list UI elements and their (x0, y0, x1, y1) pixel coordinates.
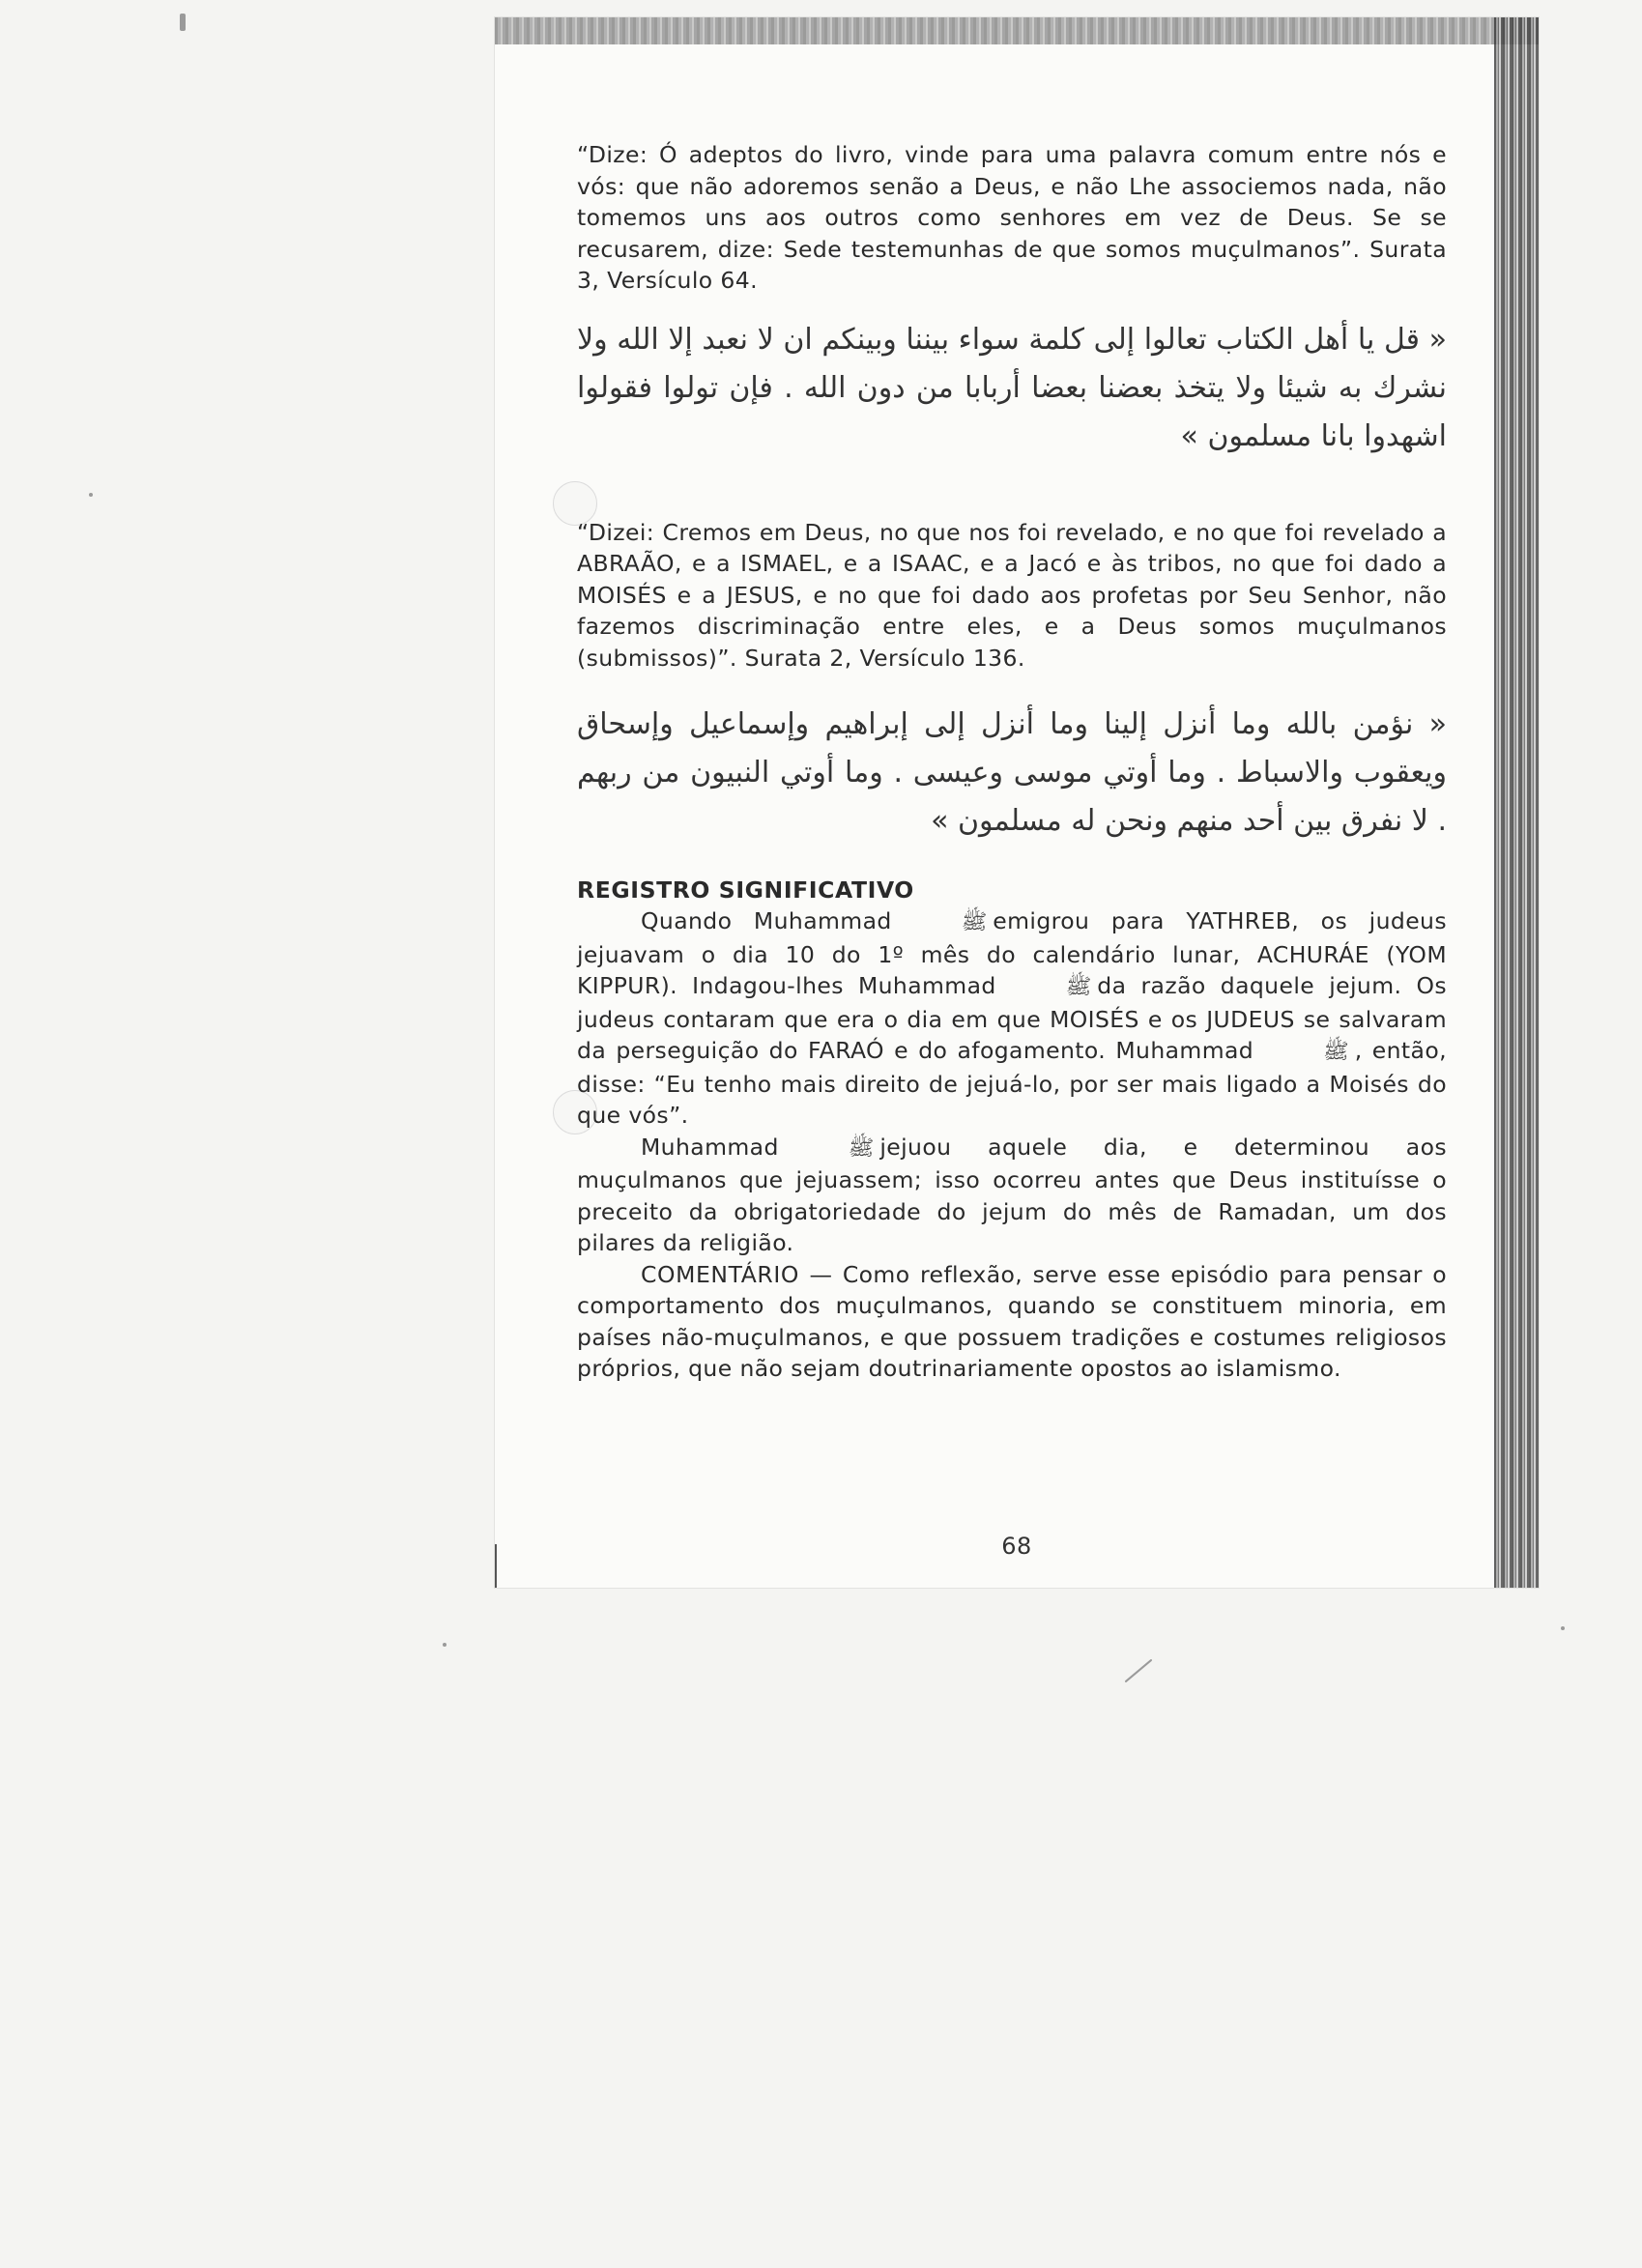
section-title: REGISTRO SIGNIFICATIVO (577, 876, 914, 904)
scan-speck (89, 493, 93, 497)
scan-right-edge (1494, 17, 1539, 1588)
paragraph-text: Quando Muhammad (641, 907, 892, 934)
scan-speck (1125, 1659, 1153, 1683)
scan-speck (1561, 1626, 1565, 1630)
arabic-verse-surata-3: « قل يا أهل الكتاب تعالوا إلى كلمة سواء بيننا وبينكم ان لا نعبد إلا الله ولا نشرك به شيئا ولا يتخذ بعضنا بعضا أربابا من دون الله . فإن تولوا فقولوا اشهدوا بانا مسلمون » (577, 322, 1447, 453)
salla-icon: ﷺ (1323, 1040, 1349, 1064)
paragraph-comentario (577, 1259, 1447, 1385)
comment-text: — Como reflexão, serve esse episódio para pensar o comportamento dos muçulmanos, quando se constituem minoria, em países não-muçulmanos, e que possuem tradições e costumes religiosos próprios, que não sejam doutrinariamente opostos ao islamismo. (577, 1260, 1448, 1382)
paragraph-text: emigrou para YATHREB, os judeus jejuavam o dia 10 do 1º mês do calendário lunar, ACHURÁE (YOM KIPPUR). Indagou-lhes Muhammad (577, 907, 1447, 999)
arabic-verse-surata-2: « نؤمن بالله وما أنزل إلينا وما أنزل إلى إبراهيم وإسماعيل وإسحاق ويعقوب والاسباط . وما أوتي موسى وعيسى . وما أوتي النبيون من ربهم . لا نفرق بين أحد منهم ونحن له مسلمون » (577, 707, 1447, 838)
paragraph-text: jejuou aquele dia, e determinou aos muçulmanos que jejuassem; isso ocorreu antes que Deus instituísse o preceito da obrigatoriedade do jejum do mês de Ramadan, um dos pilares da religião. (577, 1133, 1447, 1256)
salla-icon: ﷺ (1065, 975, 1092, 999)
scan-speck (180, 14, 186, 31)
salla-icon: ﷺ (961, 910, 988, 934)
salla-icon: ﷺ (848, 1135, 875, 1161)
quote-surata-2: “Dizei: Cremos em Deus, no que nos foi revelado, e no que foi revelado a ABRAÃO, e a ISMAEL, e a ISAAC, e a Jacó e às tribos, no que foi dado a MOISÉS e a JESUS, e no que foi dado aos profetas por Seu Senhor, não fazemos discriminação entre eles, e a Deus somos muçulmanos (submissos)”. Surata 2, Versículo 136. (577, 518, 1447, 672)
scan-top-edge (495, 17, 1539, 44)
paragraph-jejum (577, 1132, 1447, 1259)
quote-surata-3: “Dize: Ó adeptos do livro, vinde para uma palavra comum entre nós e vós: que não adoremos senão a Deus, e não Lhe associemos nada, não tomemos uns aos outros como senhores em vez de Deus. Se se recusarem, dize: Sede testemunhas de que somos muçulmanos”. Surata 3, Versículo 64. (577, 141, 1447, 294)
paragraph-text: da razão daquele jejum. Os judeus contaram que era o dia em que MOISÉS e os JUDEUS se salvaram da perseguição do FARAÓ e do afogamento. Muhammad (577, 972, 1447, 1064)
page-content (577, 139, 1447, 1385)
paragraph-registro (577, 905, 1447, 1132)
comment-label: COMENTÁRIO (641, 1260, 799, 1288)
paragraph-text: , então, disse: “Eu tenho mais direito de jejuá-lo, por ser mais ligado a Moisés do que vós”. (577, 1037, 1447, 1129)
scanned-page (495, 17, 1539, 1588)
scan-speck (443, 1643, 447, 1647)
page-number: 68 (1001, 1533, 1032, 1560)
paragraph-text: Muhammad (641, 1133, 779, 1161)
